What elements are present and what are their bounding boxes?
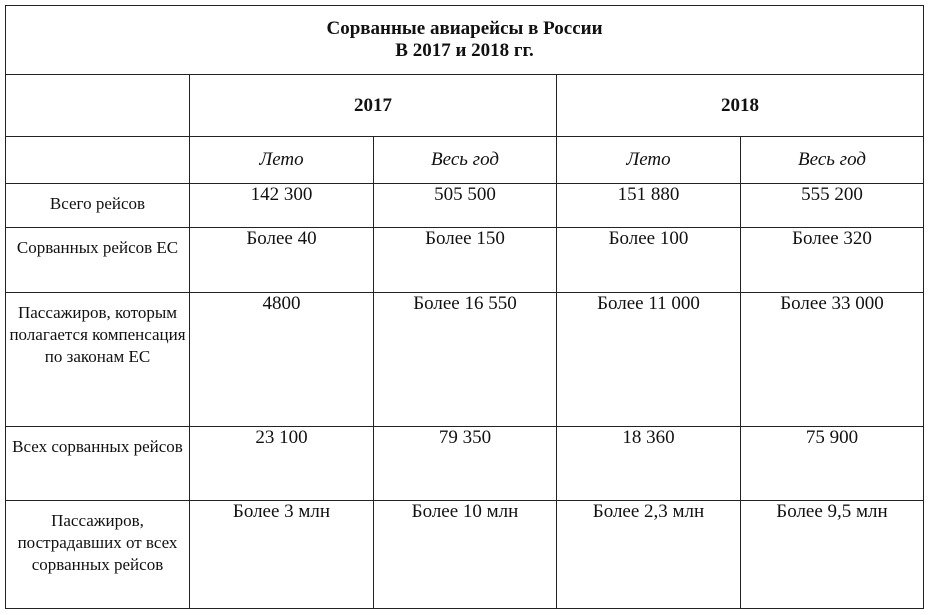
table-cell: Более 150 xyxy=(374,228,557,293)
table-cell: 555 200 xyxy=(741,184,924,228)
table-cell: 505 500 xyxy=(374,184,557,228)
table-cell: Более 9,5 млн xyxy=(741,501,924,609)
year-row xyxy=(6,75,924,137)
table-cell: 4800 xyxy=(190,293,374,427)
empty-label-cell xyxy=(6,137,190,184)
table-row xyxy=(6,184,924,228)
table-row xyxy=(6,293,924,427)
table-cell: Более 2,3 млн xyxy=(557,501,741,609)
title-row xyxy=(6,6,924,75)
season-header: Лето xyxy=(557,137,741,184)
title-line-2: В 2017 и 2018 гг. xyxy=(395,40,534,61)
row-label: Пассажиров, которым полагается компенсация по законам ЕС xyxy=(6,293,190,427)
table-title xyxy=(6,6,924,75)
season-row xyxy=(6,137,924,184)
row-label: Сорванных рейсов ЕС xyxy=(6,228,190,293)
table-cell: Более 320 xyxy=(741,228,924,293)
table-cell: Более 33 000 xyxy=(741,293,924,427)
table-row xyxy=(6,228,924,293)
table-cell: 142 300 xyxy=(190,184,374,228)
table-cell: Более 11 000 xyxy=(557,293,741,427)
season-header: Весь год xyxy=(741,137,924,184)
row-label: Всего рейсов xyxy=(6,184,190,228)
flights-table xyxy=(5,5,924,609)
table-cell: Более 3 млн xyxy=(190,501,374,609)
table-row xyxy=(6,501,924,609)
row-label: Всех сорванных рейсов xyxy=(6,427,190,501)
season-header: Лето xyxy=(190,137,374,184)
table-cell: 23 100 xyxy=(190,427,374,501)
year-header-2017: 2017 xyxy=(190,75,557,137)
table-cell: Более 100 xyxy=(557,228,741,293)
empty-corner-cell xyxy=(6,75,190,137)
table-cell: 79 350 xyxy=(374,427,557,501)
table-row xyxy=(6,427,924,501)
table-cell: 151 880 xyxy=(557,184,741,228)
table-cell: 75 900 xyxy=(741,427,924,501)
table-cell: 18 360 xyxy=(557,427,741,501)
table-cell: Более 16 550 xyxy=(374,293,557,427)
title-line-1: Сорванные авиарейсы в России xyxy=(326,18,603,39)
year-header-2018: 2018 xyxy=(557,75,924,137)
table-cell: Более 40 xyxy=(190,228,374,293)
season-header: Весь год xyxy=(374,137,557,184)
row-label: Пассажиров, пострадавших от всех сорванных рейсов xyxy=(6,501,190,609)
table-cell: Более 10 млн xyxy=(374,501,557,609)
